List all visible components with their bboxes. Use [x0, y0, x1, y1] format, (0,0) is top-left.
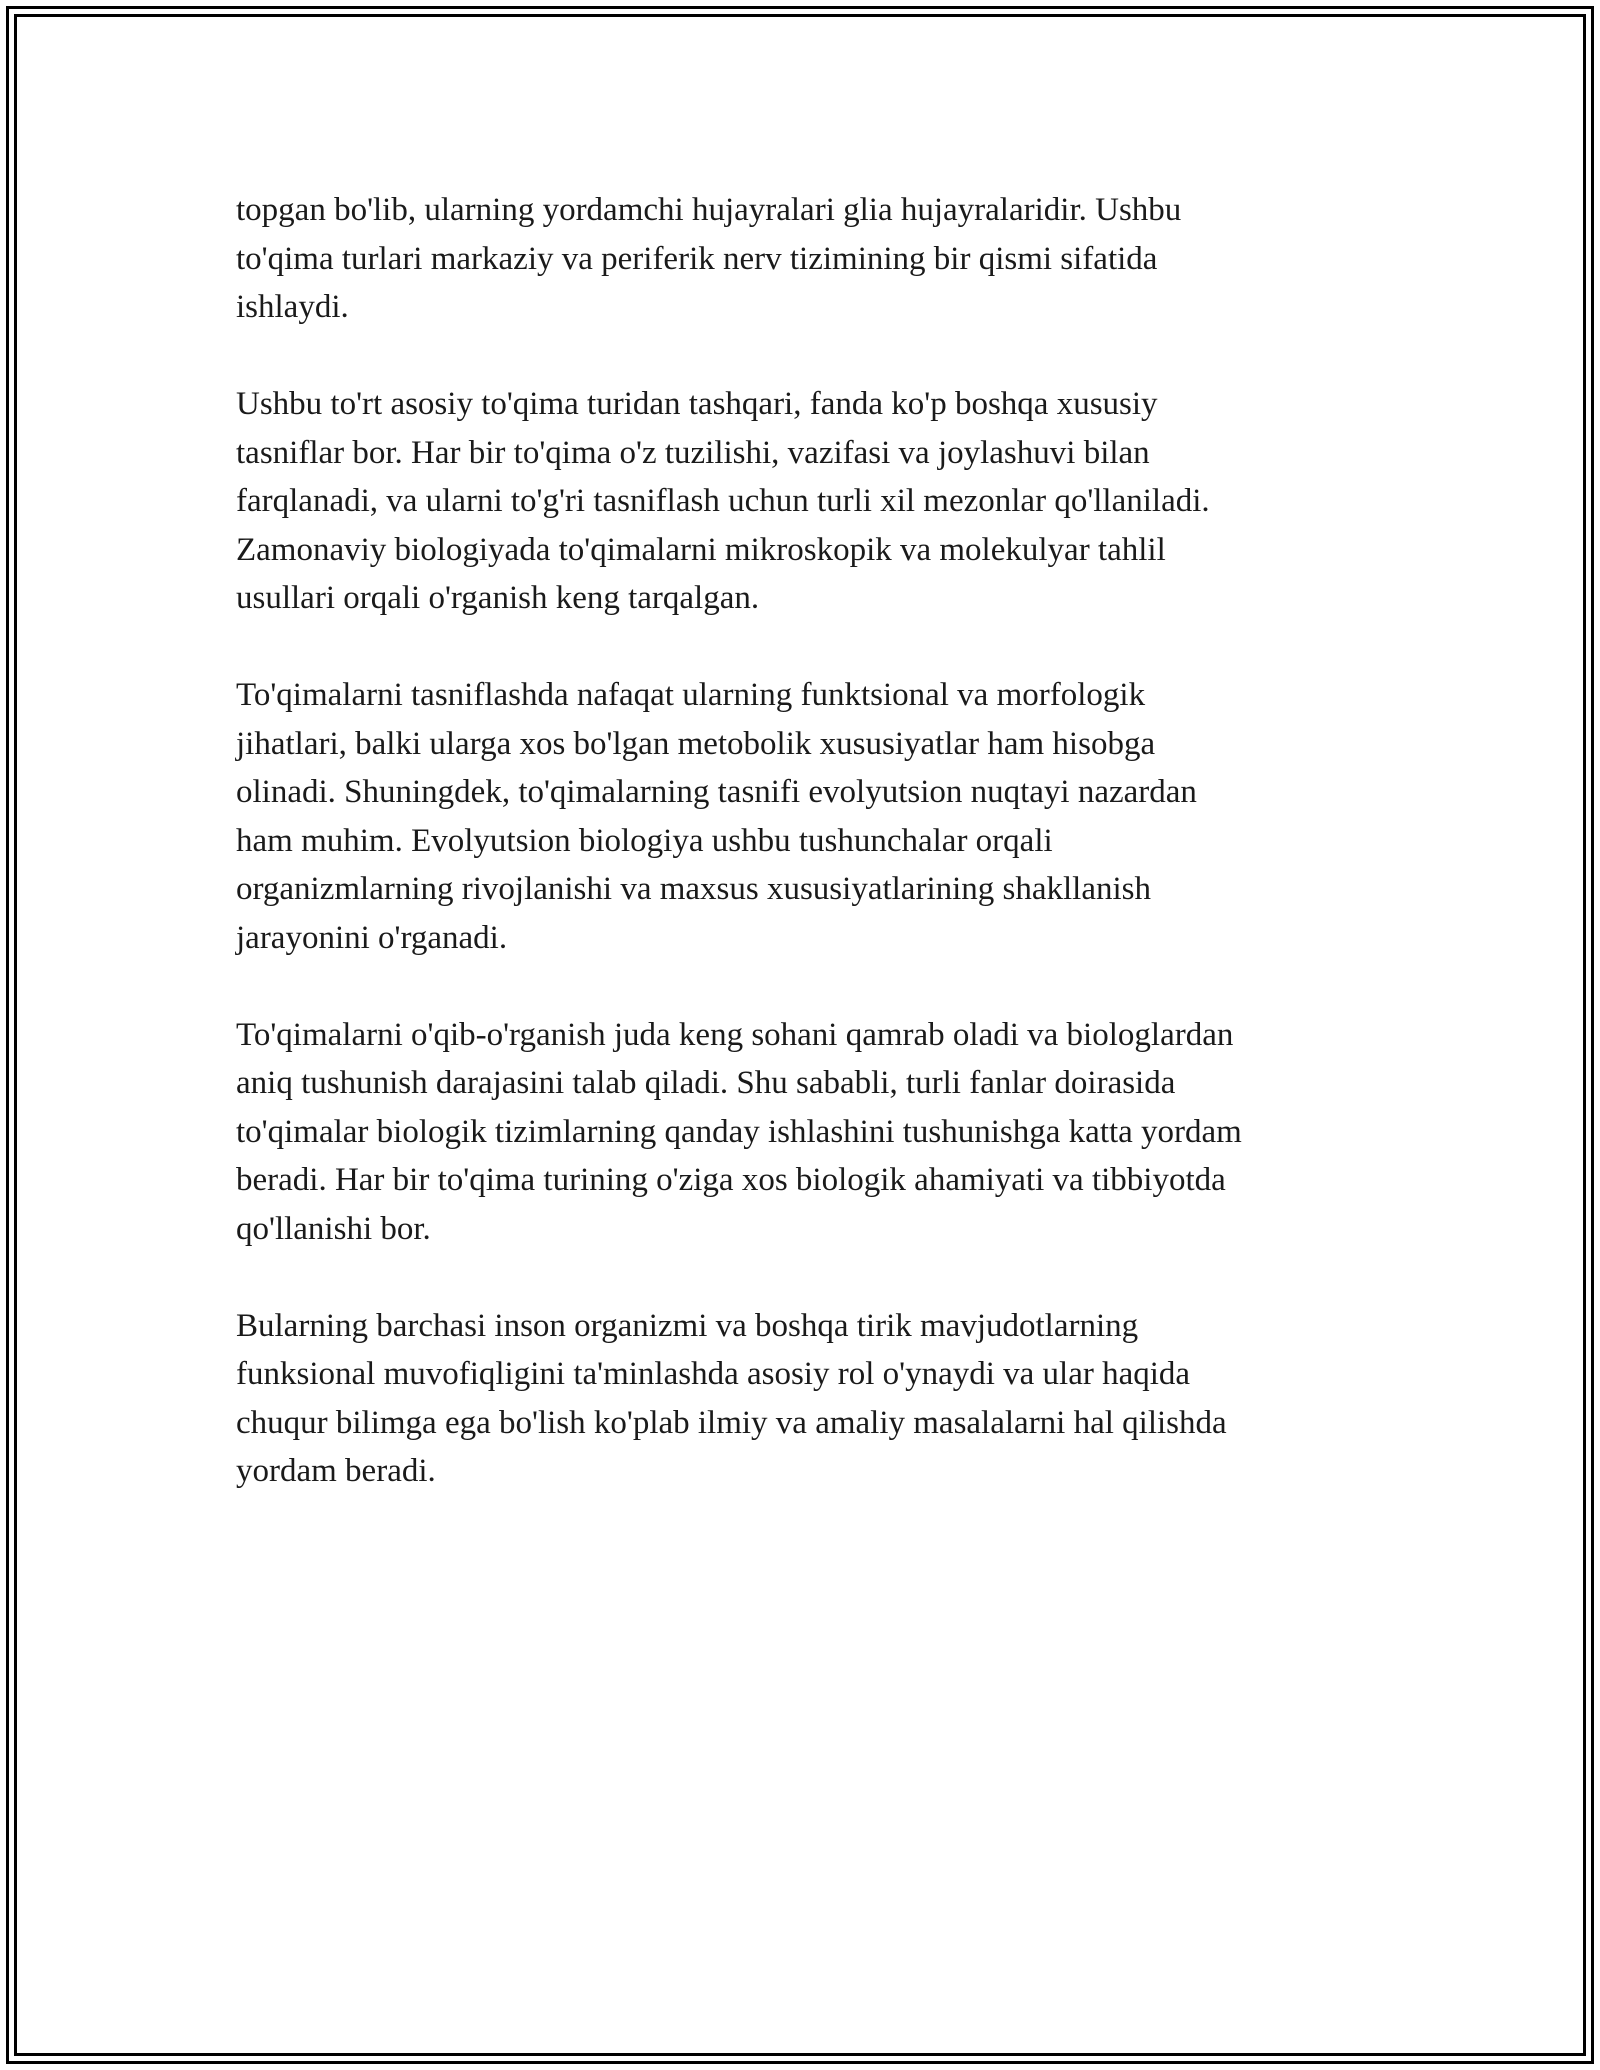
text-line: jihatlari, balki ularga xos bo'lgan metobolik xususiyatlar ham hisobga	[236, 725, 1156, 762]
text-line: Ushbu to'rt asosiy to'qima turidan tashqari, fanda ko'p boshqa xususiy	[236, 386, 1158, 422]
text-line: To'qimalarni o'qib-o'rganish juda keng sohani qamrab oladi va biologlardan	[236, 1016, 1234, 1053]
paragraph-3	[236, 671, 1366, 962]
text-line: organizmlarning rivojlanishi va maxsus xususiyatlarining shakllanish	[236, 871, 1152, 907]
text-line: to'qimalar biologik tizimlarning qanday ishlashini tushunishga katta yordam	[236, 1113, 1242, 1150]
text-line: tasniflar bor. Har bir to'qima o'z tuzilishi, vazifasi va joylashuvi bilan	[236, 434, 1150, 471]
text-line: olinadi. Shuningdek, to'qimalarning tasnifi evolyutsion nuqtayi nazardan	[236, 774, 1197, 810]
paragraph-4	[236, 1011, 1366, 1254]
paragraph-5	[236, 1302, 1366, 1496]
text-line: funksional muvofiqligini ta'minlashda asosiy rol o'ynaydi va ular haqida	[236, 1356, 1191, 1392]
paragraph-2	[236, 380, 1366, 623]
text-line: usullari orqali o'rganish keng tarqalgan.	[236, 580, 760, 616]
text-line: topgan bo'lib, ularning yordamchi hujayralari glia hujayralaridir. Ushbu	[236, 192, 1182, 228]
document-body	[236, 186, 1366, 1544]
text-line: farqlanadi, va ularni to'g'ri tasniflash uchun turli xil mezonlar qo'llaniladi.	[236, 483, 1210, 519]
text-line: jarayonini o'rganadi.	[236, 919, 508, 956]
text-line: Zamonaviy biologiyada to'qimalarni mikroskopik va molekulyar tahlil	[236, 531, 1166, 568]
text-line: ishlaydi.	[236, 289, 349, 325]
text-line: chuqur bilimga ega bo'lish ko'plab ilmiy va amaliy masalalarni hal qilishda	[236, 1404, 1227, 1441]
text-line: qo'llanishi bor.	[236, 1210, 431, 1247]
text-line: ham muhim. Evolyutsion biologiya ushbu tushunchalar orqali	[236, 822, 1053, 859]
text-line: aniq tushunish darajasini talab qiladi. Shu sababli, turli fanlar doirasida	[236, 1065, 1176, 1101]
text-line: to'qima turlari markaziy va periferik nerv tizimining bir qismi sifatida	[236, 240, 1158, 277]
text-line: To'qimalarni tasniflashda nafaqat ularning funktsional va morfologik	[236, 677, 1146, 713]
text-line: beradi. Har bir to'qima turining o'ziga xos biologik ahamiyati va tibbiyotda	[236, 1162, 1226, 1198]
text-line: Bularning barchasi inson organizmi va boshqa tirik mavjudotlarning	[236, 1307, 1139, 1344]
text-line: yordam beradi.	[236, 1453, 436, 1489]
paragraph-1	[236, 186, 1366, 332]
